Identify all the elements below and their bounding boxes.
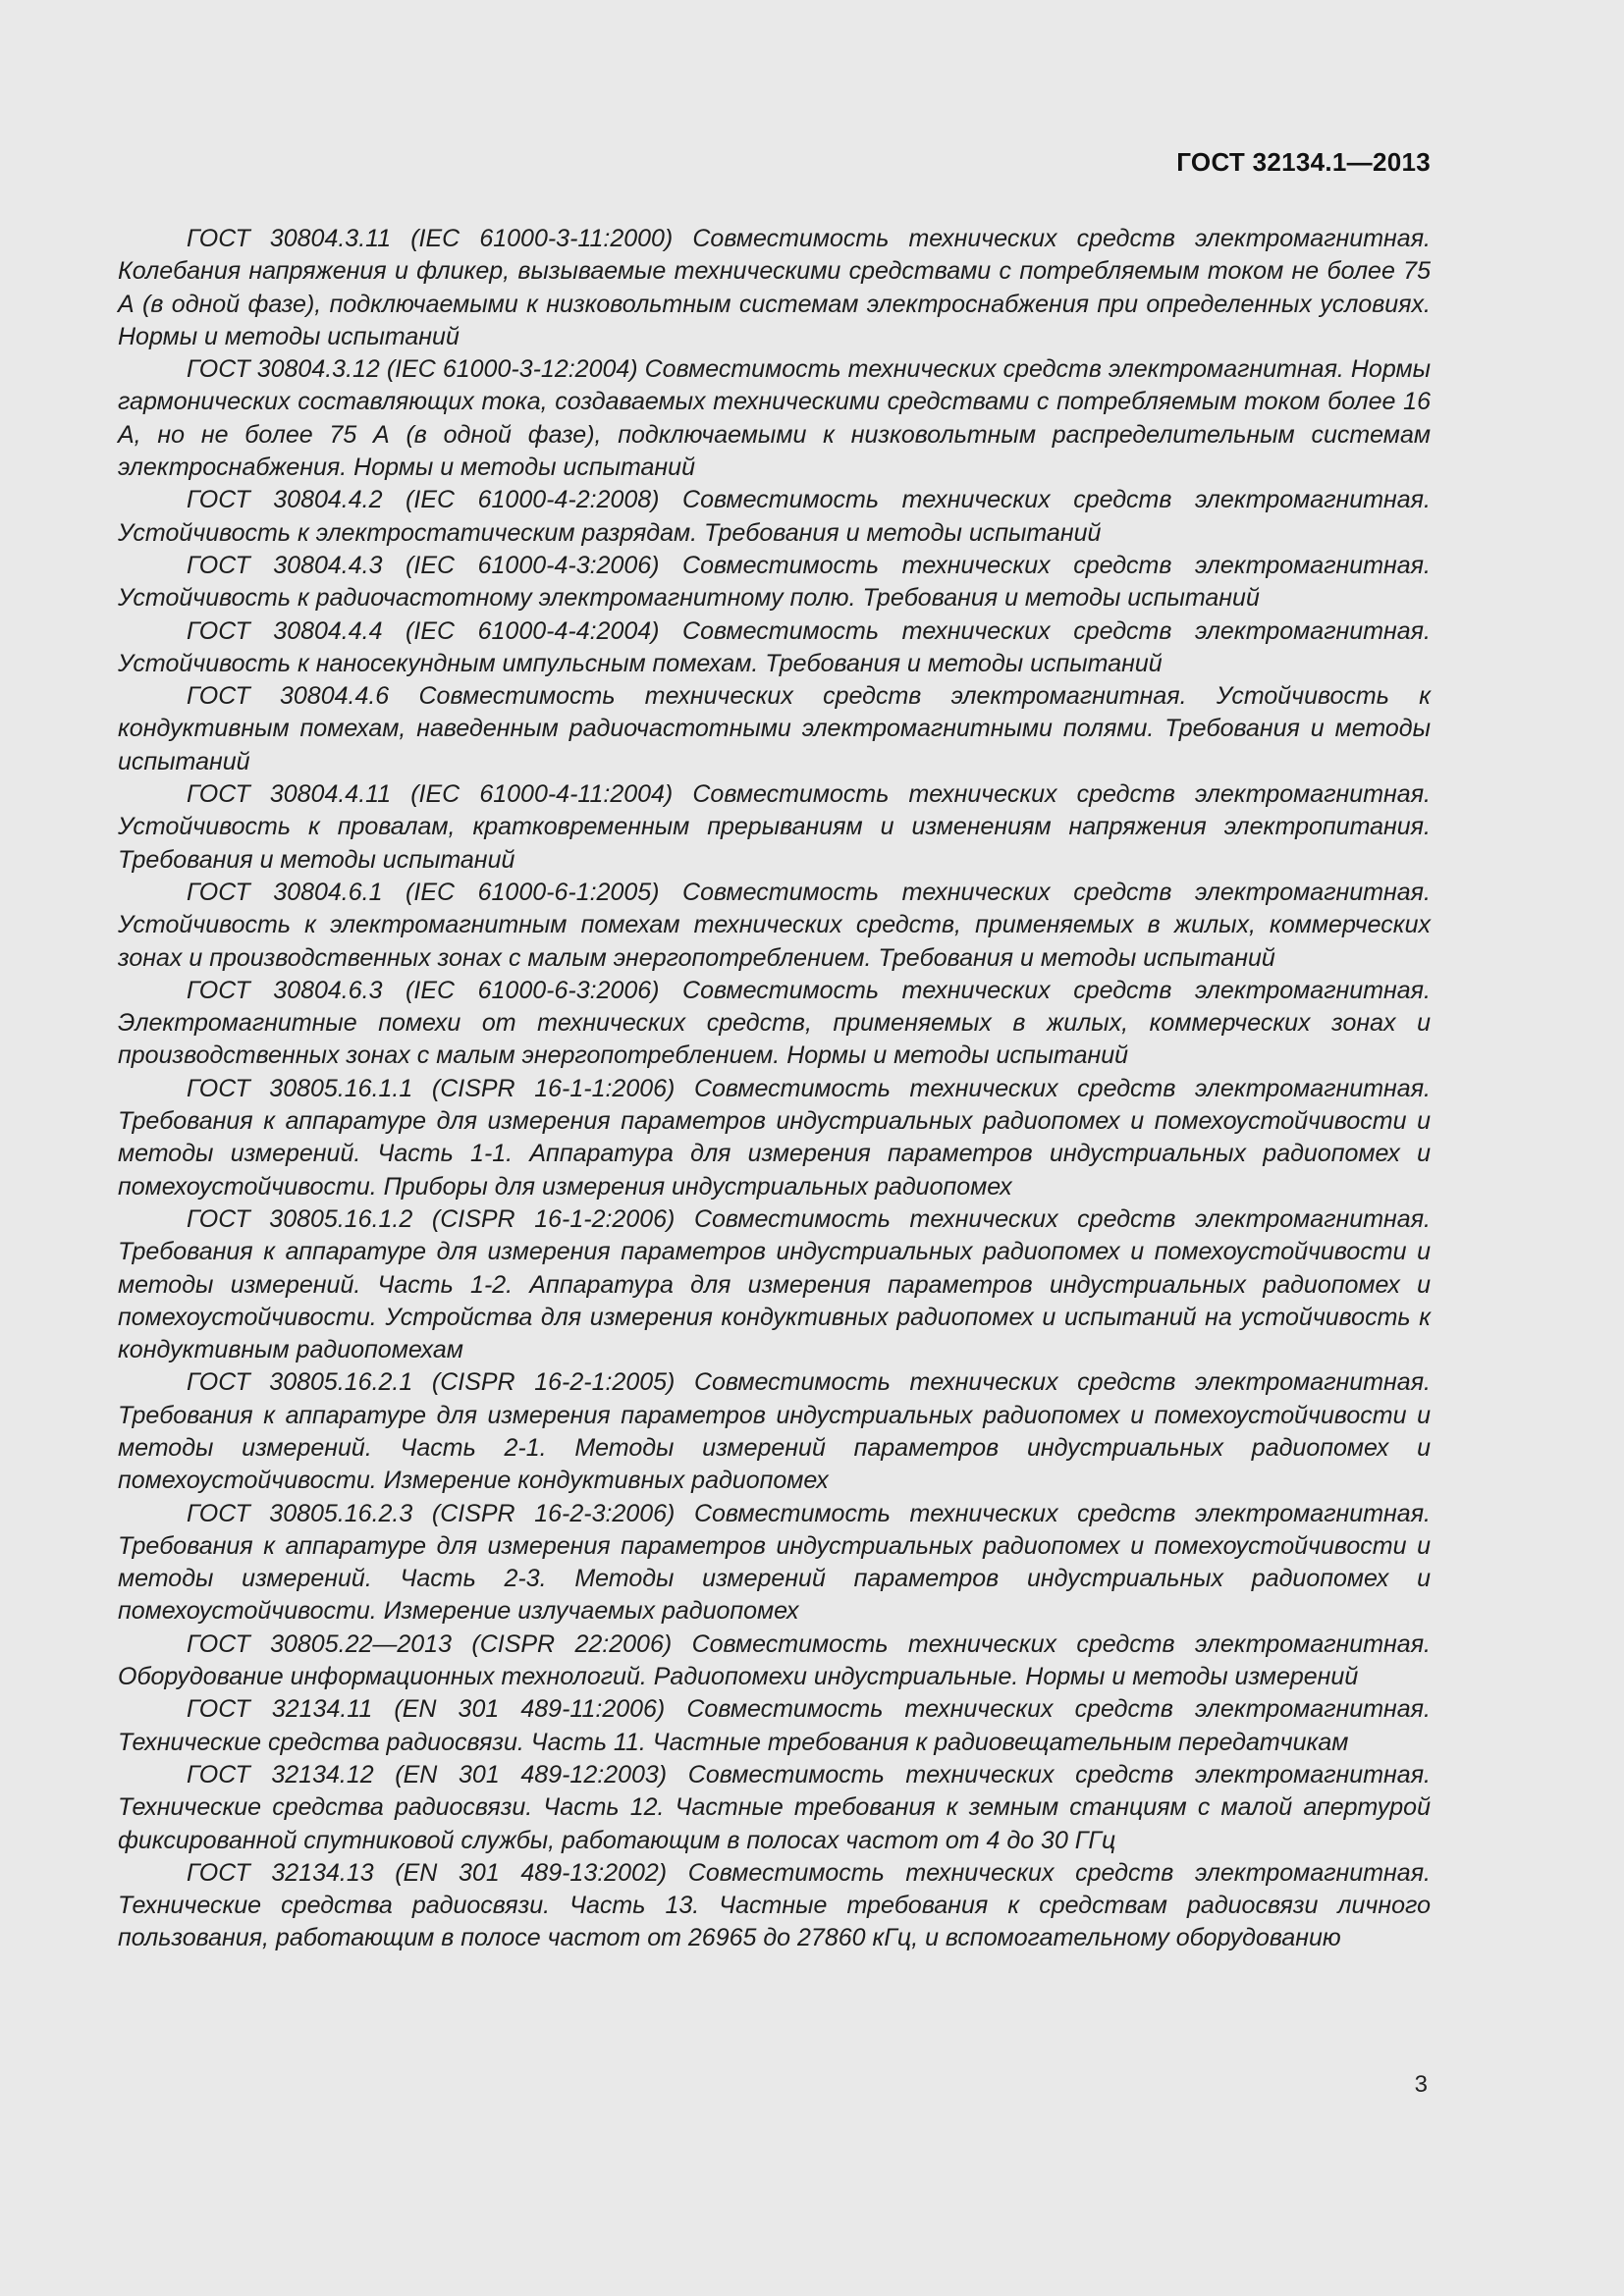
reference-entry: ГОСТ 30804.3.12 (IEC 61000-3-12:2004) Совместимость технических средств электромагнитная. Нормы гармонических составляющих тока, создаваемых техническими средствами с потребляемым током более 16 А, но не более 75 А (в одной фазе), подключаемыми к низковольтным распределительным системам электроснабжения. Нормы и методы испытаний: [118, 355, 1431, 482]
normative-references-list: [118, 223, 1431, 1955]
page-number: 3: [1414, 2071, 1428, 2098]
reference-entry: ГОСТ 30804.6.1 (IEC 61000-6-1:2005) Совместимость технических средств электромагнитная. Устойчивость к электромагнитным помехам технических средств, применяемых в жилых, коммерческих зонах и производственных зонах с малым энергопотреблением. Требования и методы испытаний: [118, 878, 1431, 972]
reference-entry: ГОСТ 30805.16.2.1 (CISPR 16-2-1:2005) Совместимость технических средств электромагнитная. Требования к аппаратуре для измерения параметров индустриальных радиопомех и помехоустойчивости и методы измерений. Часть 2-1. Методы измерений параметров индустриальных радиопомех и помехоустойчивости. Измерение кондуктивных радиопомех: [118, 1368, 1431, 1495]
reference-entry: ГОСТ 30804.4.2 (IEC 61000-4-2:2008) Совместимость технических средств электромагнитная. Устойчивость к электростатическим разрядам. Требования и методы испытаний: [118, 486, 1431, 547]
reference-entry: ГОСТ 32134.11 (EN 301 489-11:2006) Совместимость технических средств электромагнитная. Технические средства радиосвязи. Часть 11. Частные требования к радиовещательным передатчикам: [118, 1695, 1431, 1756]
document-header-id: ГОСТ 32134.1—2013: [1176, 147, 1431, 177]
reference-entry: ГОСТ 30804.4.4 (IEC 61000-4-4:2004) Совместимость технических средств электромагнитная. Устойчивость к наносекундным импульсным помехам. Требования и методы испытаний: [118, 616, 1431, 677]
reference-entry: ГОСТ 30805.16.1.1 (CISPR 16-1-1:2006) Совместимость технических средств электромагнитная. Требования к аппаратуре для измерения параметров индустриальных радиопомех и помехоустойчивости и методы измерений. Часть 1-1. Аппаратура для измерения параметров индустриальных радиопомех и помехоустойчивости. Приборы для измерения индустриальных радиопомех: [118, 1074, 1431, 1201]
reference-entry: ГОСТ 30804.4.3 (IEC 61000-4-3:2006) Совместимость технических средств электромагнитная. Устойчивость к радиочастотному электромагнитному полю. Требования и методы испытаний: [118, 551, 1431, 613]
reference-entry: ГОСТ 32134.13 (EN 301 489-13:2002) Совместимость технических средств электромагнитная. Технические средства радиосвязи. Часть 13. Частные требования к средствам радиосвязи личного пользования, работающим в полосе частот от 26965 до 27860 кГц, и вспомогательному оборудованию: [118, 1858, 1431, 1952]
reference-entry: ГОСТ 30805.16.2.3 (CISPR 16-2-3:2006) Совместимость технических средств электромагнитная. Требования к аппаратуре для измерения параметров индустриальных радиопомех и помехоустойчивости и методы измерений. Часть 2-3. Методы измерений параметров индустриальных радиопомех и помехоустойчивости. Измерение излучаемых радиопомех: [118, 1499, 1431, 1626]
reference-entry: ГОСТ 30805.16.1.2 (CISPR 16-1-2:2006) Совместимость технических средств электромагнитная. Требования к аппаратуре для измерения параметров индустриальных радиопомех и помехоустойчивости и методы измерений. Часть 1-2. Аппаратура для измерения параметров индустриальных радиопомех и помехоустойчивости. Устройства для измерения кондуктивных радиопомех и испытаний на устойчивость к кондуктивным радиопомехам: [118, 1204, 1431, 1364]
reference-entry: ГОСТ 30804.4.6 Совместимость технических средств электромагнитная. Устойчивость к кондуктивным помехам, наведенным радиочастотными электромагнитными полями. Требования и методы испытаний: [118, 682, 1431, 775]
reference-entry: ГОСТ 30804.4.11 (IEC 61000-4-11:2004) Совместимость технических средств электромагнитная. Устойчивость к провалам, кратковременным прерываниям и изменениям напряжения электропитания. Требования и методы испытаний: [118, 780, 1431, 874]
reference-entry: ГОСТ 30804.3.11 (IEC 61000-3-11:2000) Совместимость технических средств электромагнитная. Колебания напряжения и фликер, вызываемые техническими средствами с потребляемым током не более 75 А (в одной фазе), подключаемыми к низковольтным системам электроснабжения при определенных условиях. Нормы и методы испытаний: [118, 225, 1431, 350]
reference-entry: ГОСТ 32134.12 (EN 301 489-12:2003) Совместимость технических средств электромагнитная. Технические средства радиосвязи. Часть 12. Частные требования к земным станциям с малой апертурой фиксированной спутниковой службы, работающим в полосах частот от 4 до 30 ГГц: [118, 1760, 1431, 1854]
reference-entry: ГОСТ 30805.22—2013 (CISPR 22:2006) Совместимость технических средств электромагнитная. Оборудование информационных технологий. Радиопомехи индустриальные. Нормы и методы измерений: [118, 1629, 1431, 1691]
reference-entry: ГОСТ 30804.6.3 (IEC 61000-6-3:2006) Совместимость технических средств электромагнитная. Электромагнитные помехи от технических средств, применяемых в жилых, коммерческих зонах и производственных зонах с малым энергопотреблением. Нормы и методы испытаний: [118, 976, 1431, 1070]
